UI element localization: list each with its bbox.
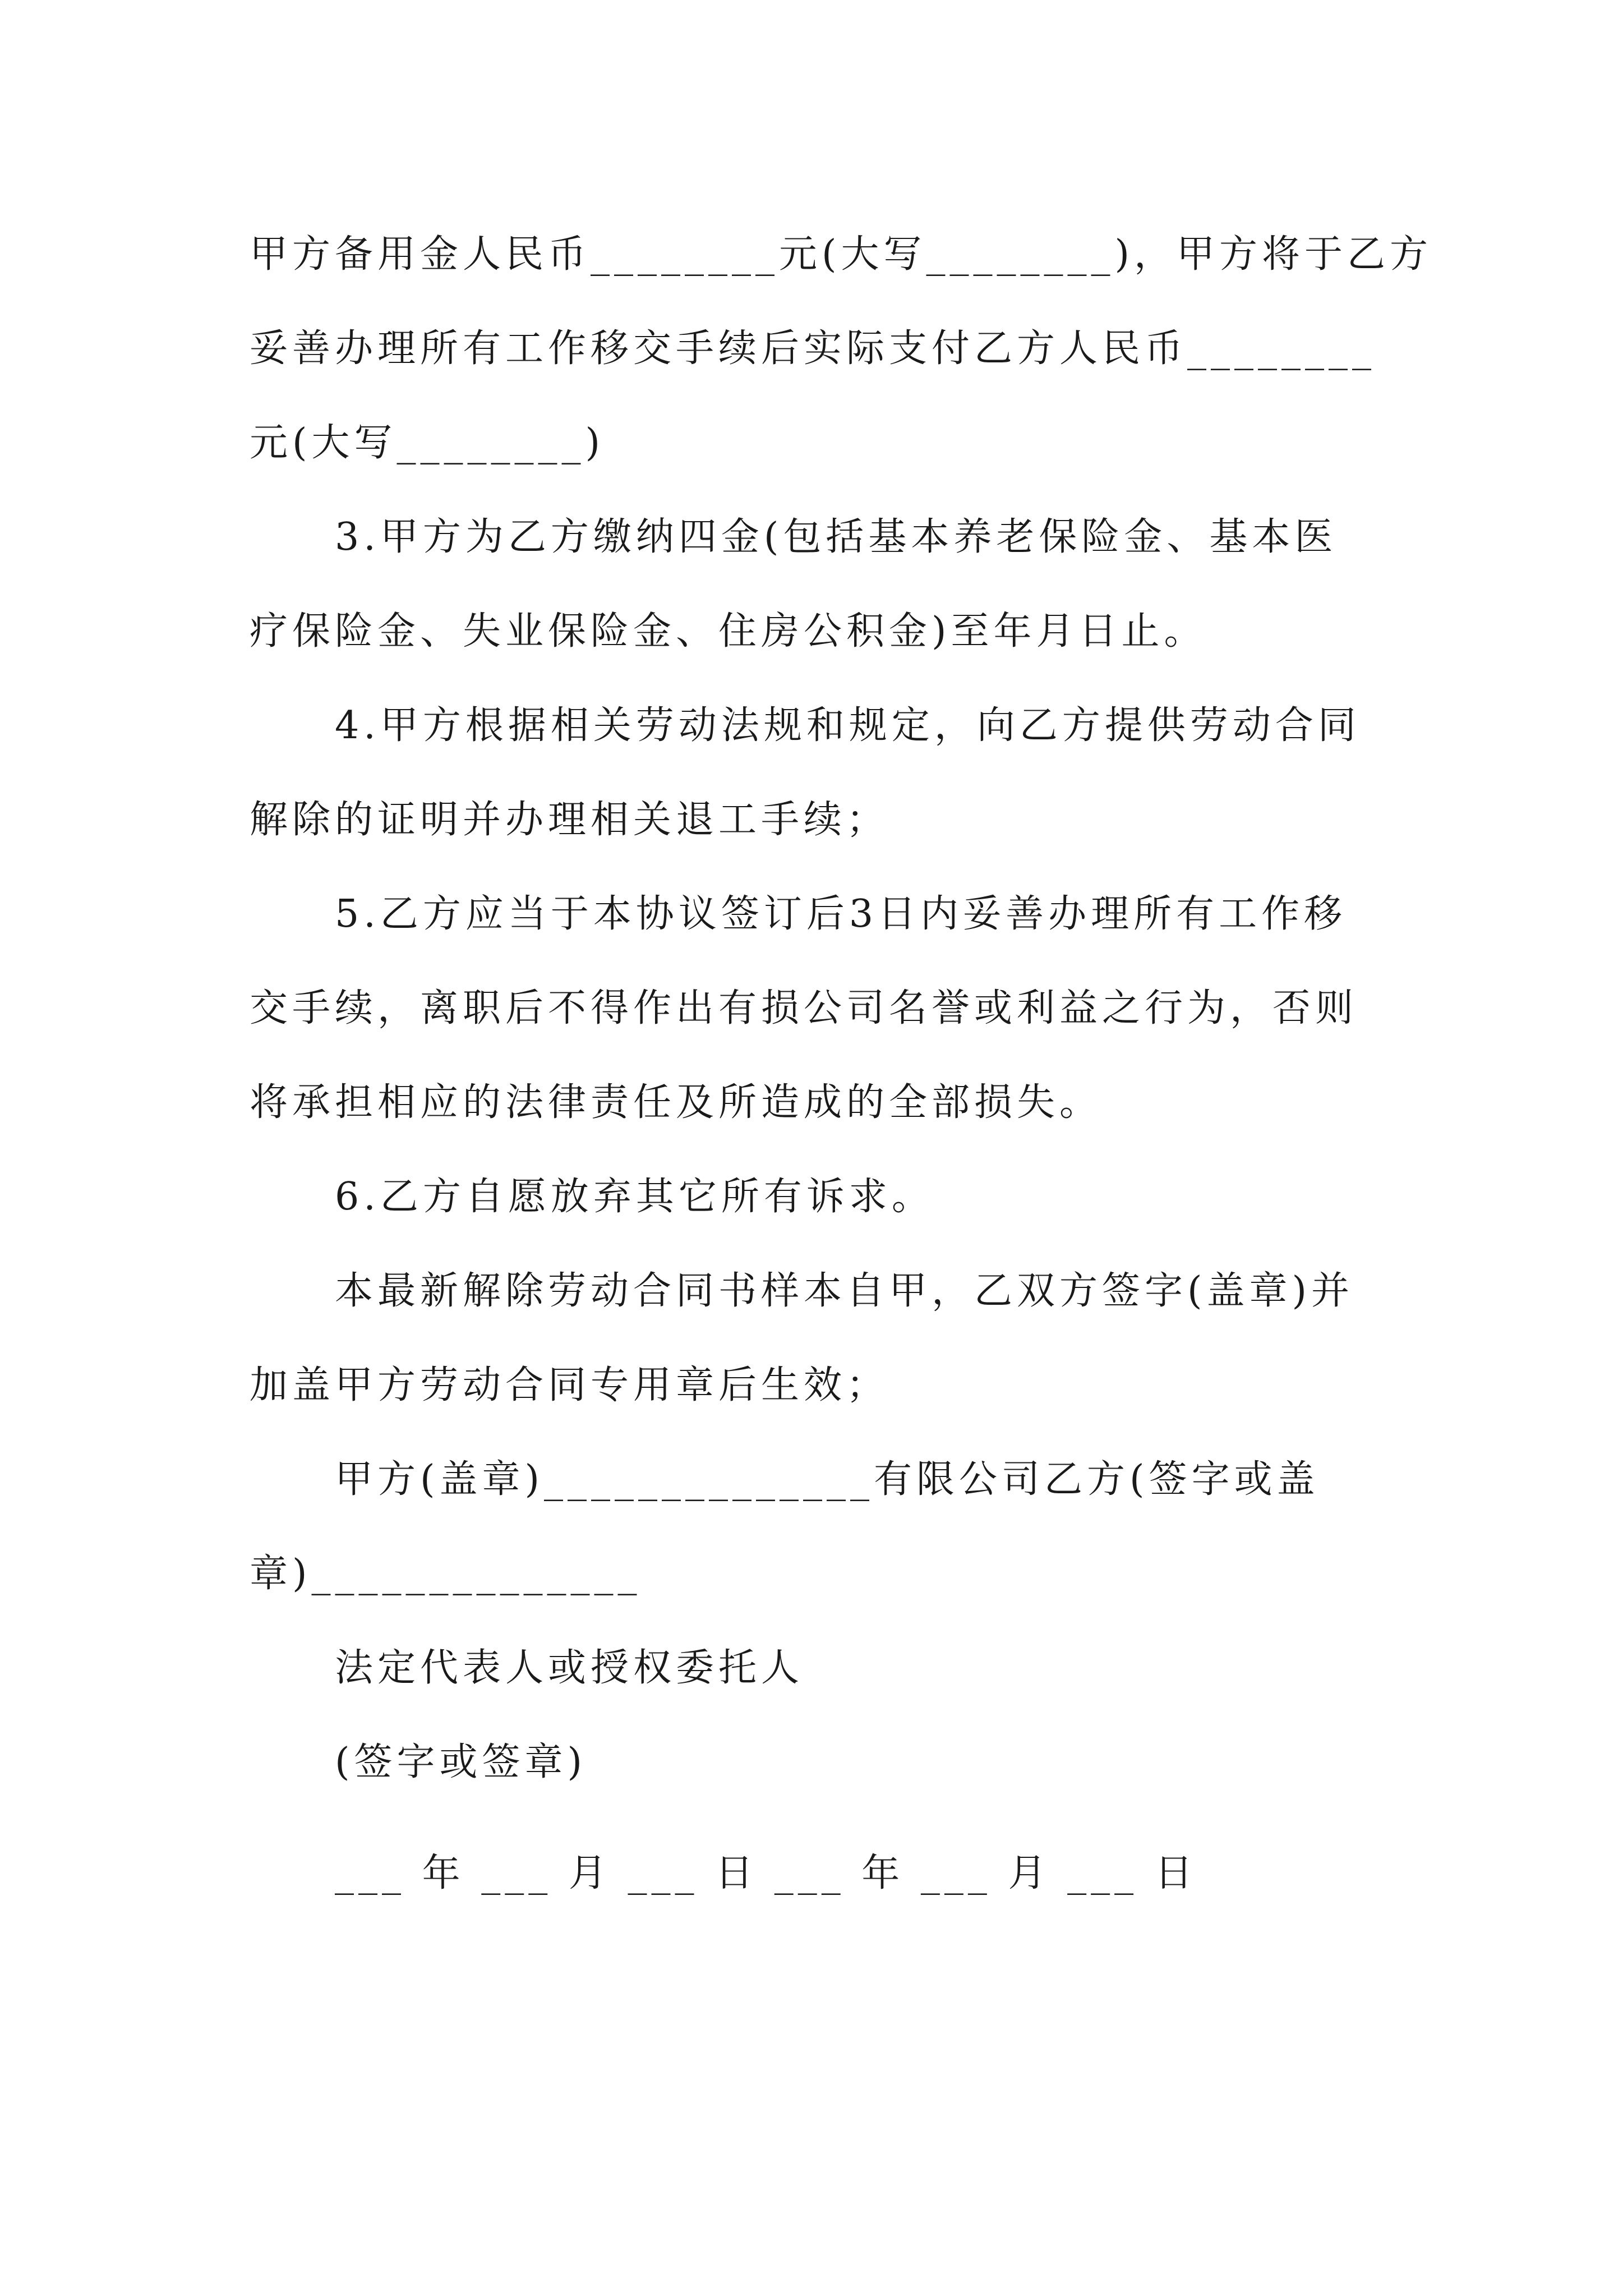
clause-4-certificate: 4.甲方根据相关劳动法规和规定，向乙方提供劳动合同 解除的证明并办理相关退工手续； — [250, 703, 1361, 842]
document-body — [250, 208, 1433, 1921]
paragraph-deposit-payment: 甲方备用金人民币________元(大写________)，甲方将于乙方 妥善办理所有工作移交手续后实际支付乙方人民币________ 元(大写________) — [250, 232, 1433, 465]
effectiveness-statement: 本最新解除劳动合同书样本自甲，乙双方签字(盖章)并 加盖甲方劳动合同专用章后生效； — [250, 1269, 1354, 1407]
signature-note: (签字或签章) — [250, 1740, 587, 1784]
legal-representative-label: 法定代表人或授权委托人 — [250, 1646, 804, 1690]
signature-parties: 甲方(盖章)______________有限公司乙方(签字或盖 章)______________ — [250, 1457, 1320, 1596]
clause-3-insurance: 3.甲方为乙方缴纳四金(包括基本养老保险金、基本医 疗保险金、失业保险金、住房公积金)至年月日止。 — [250, 515, 1338, 654]
date-line: ___ 年 ___ 月 ___ 日 ___ 年 ___ 月 ___ 日 — [250, 1851, 1197, 1895]
clause-6-waiver: 6.乙方自愿放弃其它所有诉求。 — [250, 1175, 934, 1219]
clause-5-handover: 5.乙方应当于本协议签订后3日内妥善办理所有工作移 交手续，离职后不得作出有损公司名誉或利益之行为，否则 将承担相应的法律责任及所造成的全部损失。 — [250, 892, 1358, 1125]
